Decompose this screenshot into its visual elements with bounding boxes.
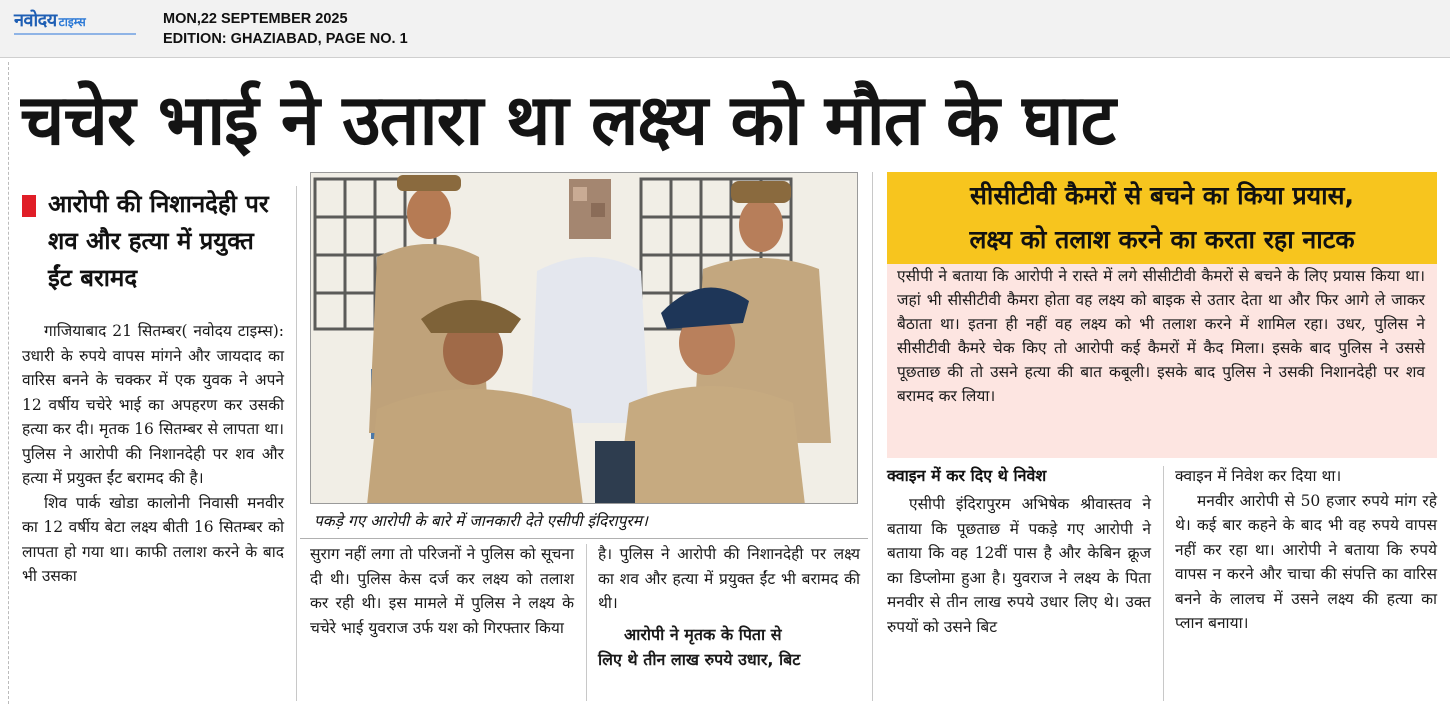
edition-meta [163, 9, 408, 49]
paragraph-2: शिव पार्क खोडा कालोनी निवासी मनवीर का 12 वर्षीय बेटा लक्ष्य बीती 16 सितम्बर को लापता हो गया था। काफी तलाश करने के बाद भी उसका [22, 493, 284, 585]
crypto-paragraph-3: मनवीर आरोपी से 50 हजार रुपये मांग रहे थे। कई बार कहने के बाद भी वह रुपये वापस नहीं कर रहा था। आरोपी ने बताया कि रुपये वापस न करने और चाचा की संपत्ति का वारिस बनने के लालच में उसने लक्ष्य की हत्या का प्लान बनाया। [1175, 491, 1437, 632]
main-headline: चचेर भाई ने उतारा था लक्ष्य को मौत के घाट [20, 79, 1115, 161]
column-3-paragraph: है। पुलिस ने आरोपी की निशानदेही पर लक्ष्य का शव और हत्या में प्रयुक्त ईंट भी बरामद की थी। [598, 545, 860, 612]
column-4-body [887, 492, 1151, 639]
photo-caption: पकड़े गए आरोपी के बारे में जानकारी देते एसीपी इंदिरापुरम। [314, 512, 648, 530]
logo-main-text: नवोदय [14, 10, 57, 31]
dateline-paragraph: गाजियाबाद 21 सितम्बर( नवोदय टाइम्स): उधारी के रुपये वापस मांगने और जायदाद का वारिस बनने के चक्कर में एक युवक ने अपने 12 वर्षीय चचेरे भाई का अपहरण कर उसकी हत्या कर दी। मृतक 16 सितम्बर से लापता था। पुलिस ने आरोपी की निशानदेही पर शव और हत्या में प्रयुक्त ईंट बरामद की है। [22, 322, 284, 487]
column-rule-2 [586, 544, 587, 701]
kicker-line-1: आरोपी ने मृतक के पिता से [624, 624, 782, 644]
police-briefing-photo-illustration [311, 173, 858, 504]
column-2-body [310, 542, 574, 640]
kicker-line-2: लिए थे तीन लाख रुपये उधार, बिट [598, 649, 801, 669]
sub-headline [22, 186, 284, 297]
masthead-bar [0, 0, 1450, 58]
crypto-section-title: क्वाइन में कर दिए थे निवेश [887, 466, 1047, 485]
article-column-5 [1175, 464, 1437, 636]
column-2-paragraph: सुराग नहीं लगा तो परिजनों ने पुलिस को सूचना दी थी। पुलिस केस दर्ज कर लक्ष्य को तलाश कर रही थी। इस मामले में पुलिस ने लक्ष्य के चचेरे भाई युवराज उर्फ यश को गिरफ्तार किया [310, 545, 574, 637]
newspaper-logo[interactable] [14, 8, 86, 32]
publication-date: MON,22 SEPTEMBER 2025 [163, 11, 348, 27]
caption-divider [300, 538, 868, 539]
column-rule-3 [872, 172, 873, 701]
edition-info: EDITION: GHAZIABAD, PAGE NO. 1 [163, 31, 408, 47]
article-column-4 [887, 464, 1151, 639]
cctv-sidebar-box [887, 172, 1437, 458]
column-rule-1 [296, 186, 297, 701]
crypto-paragraph-1: एसीपी इंदिरापुरम अभिषेक श्रीवास्तव ने बताया कि पूछताछ में पकड़े गए आरोपी ने बताया कि वह 12वीं पास है और केबिन क्रूज का डिप्लोमा हुआ है। युवराज ने लक्ष्य के पिता मनवीर से तीन लाख रुपये उधार लिए थे। उक्त रुपयों को उसने बिट [887, 495, 1151, 636]
column-3-body [598, 542, 860, 616]
sub-headline-text: आरोपी की निशानदेही पर शव और हत्या में प्रयुक्त ईंट बरामद [48, 190, 269, 292]
sidebar-headline-line-1: सीसीटीवी कैमरों से बचने का किया प्रयास, [969, 181, 1355, 210]
sidebar-headline [887, 172, 1437, 264]
news-photo[interactable] [310, 172, 858, 504]
crypto-paragraph-2: क्वाइन में निवेश कर दिया था। [1175, 467, 1342, 485]
sidebar-headline-line-2: लक्ष्य को तलाश करने का करता रहा नाटक [969, 225, 1355, 254]
page-fold-line [8, 62, 9, 704]
logo-underline [14, 33, 136, 35]
article-column-3 [598, 542, 860, 672]
kicker-headline [598, 622, 860, 672]
sidebar-body: एसीपी ने बताया कि आरोपी ने रास्ते में लगे सीसीटीवी कैमरों से बचने के लिए प्रयास किया था। जहां भी सीसीटीवी कैमरा होता वह लक्ष्य को बाइक से उतार देता था और फिर आगे ले जाकर बैठाता था। इतना ही नहीं वह लक्ष्य को भी तलाश करने में शामिल रहा। उधर, पुलिस ने सीसीटीवी कैमरे चेक किए तो आरोपी कई कैमरों में कैद मिला। इसके बाद पुलिस ने उससे पूछताछ की तो उसने हत्या की बात कबूली। इसके बाद पुलिस ने उसकी निशानदेही पर शव बरामद कर लिया। [887, 264, 1437, 458]
column-rule-4 [1163, 466, 1164, 701]
column-5-body [1175, 464, 1437, 636]
column-1-body [22, 319, 284, 589]
red-bullet-icon [22, 195, 36, 217]
article-column-1 [22, 186, 284, 589]
article-column-2 [310, 542, 574, 640]
logo-sub-text: टाइम्स [58, 15, 86, 29]
